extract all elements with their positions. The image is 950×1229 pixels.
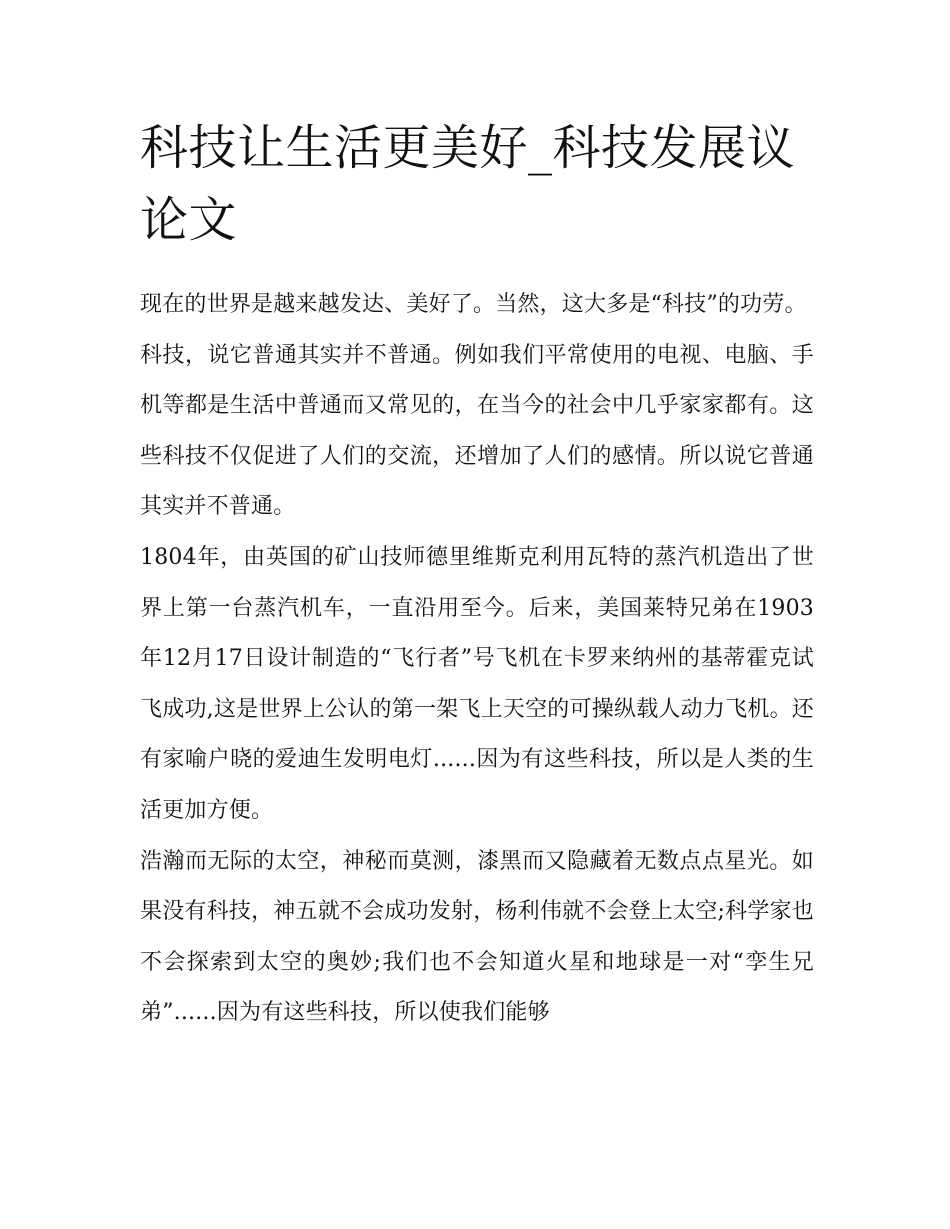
paragraph-inventions: 1804年，由英国的矿山技师德里维斯克利用瓦特的蒸汽机造出了世界上第一台蒸汽机车，一直沿用至今。后来，美国莱特兄弟在1903年12月17日设计制造的“飞行者”号飞机在卡罗来纳州的基蒂霍克试飞成功,这是世界上公认的第一架飞上天空的可操纵载人动力飞机。还有家喻户晓的爱迪生发明电灯......因为有这些科技，所以是人类的生活更加方便。 xyxy=(140,544,814,823)
document-title: 科技让生活更美好_科技发展议论文 xyxy=(140,120,796,248)
paragraph-ordinary-tech: 科技，说它普通其实并不普通。例如我们平常使用的电视、电脑、手机等都是生活中普通而又常见的，在当今的社会中几乎家家都有。这些科技不仅促进了人们的交流，还增加了人们的感情。所以说它普通其实并不普通。 xyxy=(140,342,814,520)
paragraph-intro: 现在的世界是越来越发达、美好了。当然，这大多是“科技”的功劳。 xyxy=(140,292,807,317)
paragraph-space: 浩瀚而无际的太空，神秘而莫测，漆黑而又隐藏着无数点点星光。如果没有科技，神五就不会成功发射，杨利伟就不会登上太空;科学家也不会探索到太空的奥妙;我们也不会知道火星和地球是一对“孪生兄弟”......因为有这些科技，所以使我们能够 xyxy=(140,848,814,1026)
document-body xyxy=(140,280,814,1039)
